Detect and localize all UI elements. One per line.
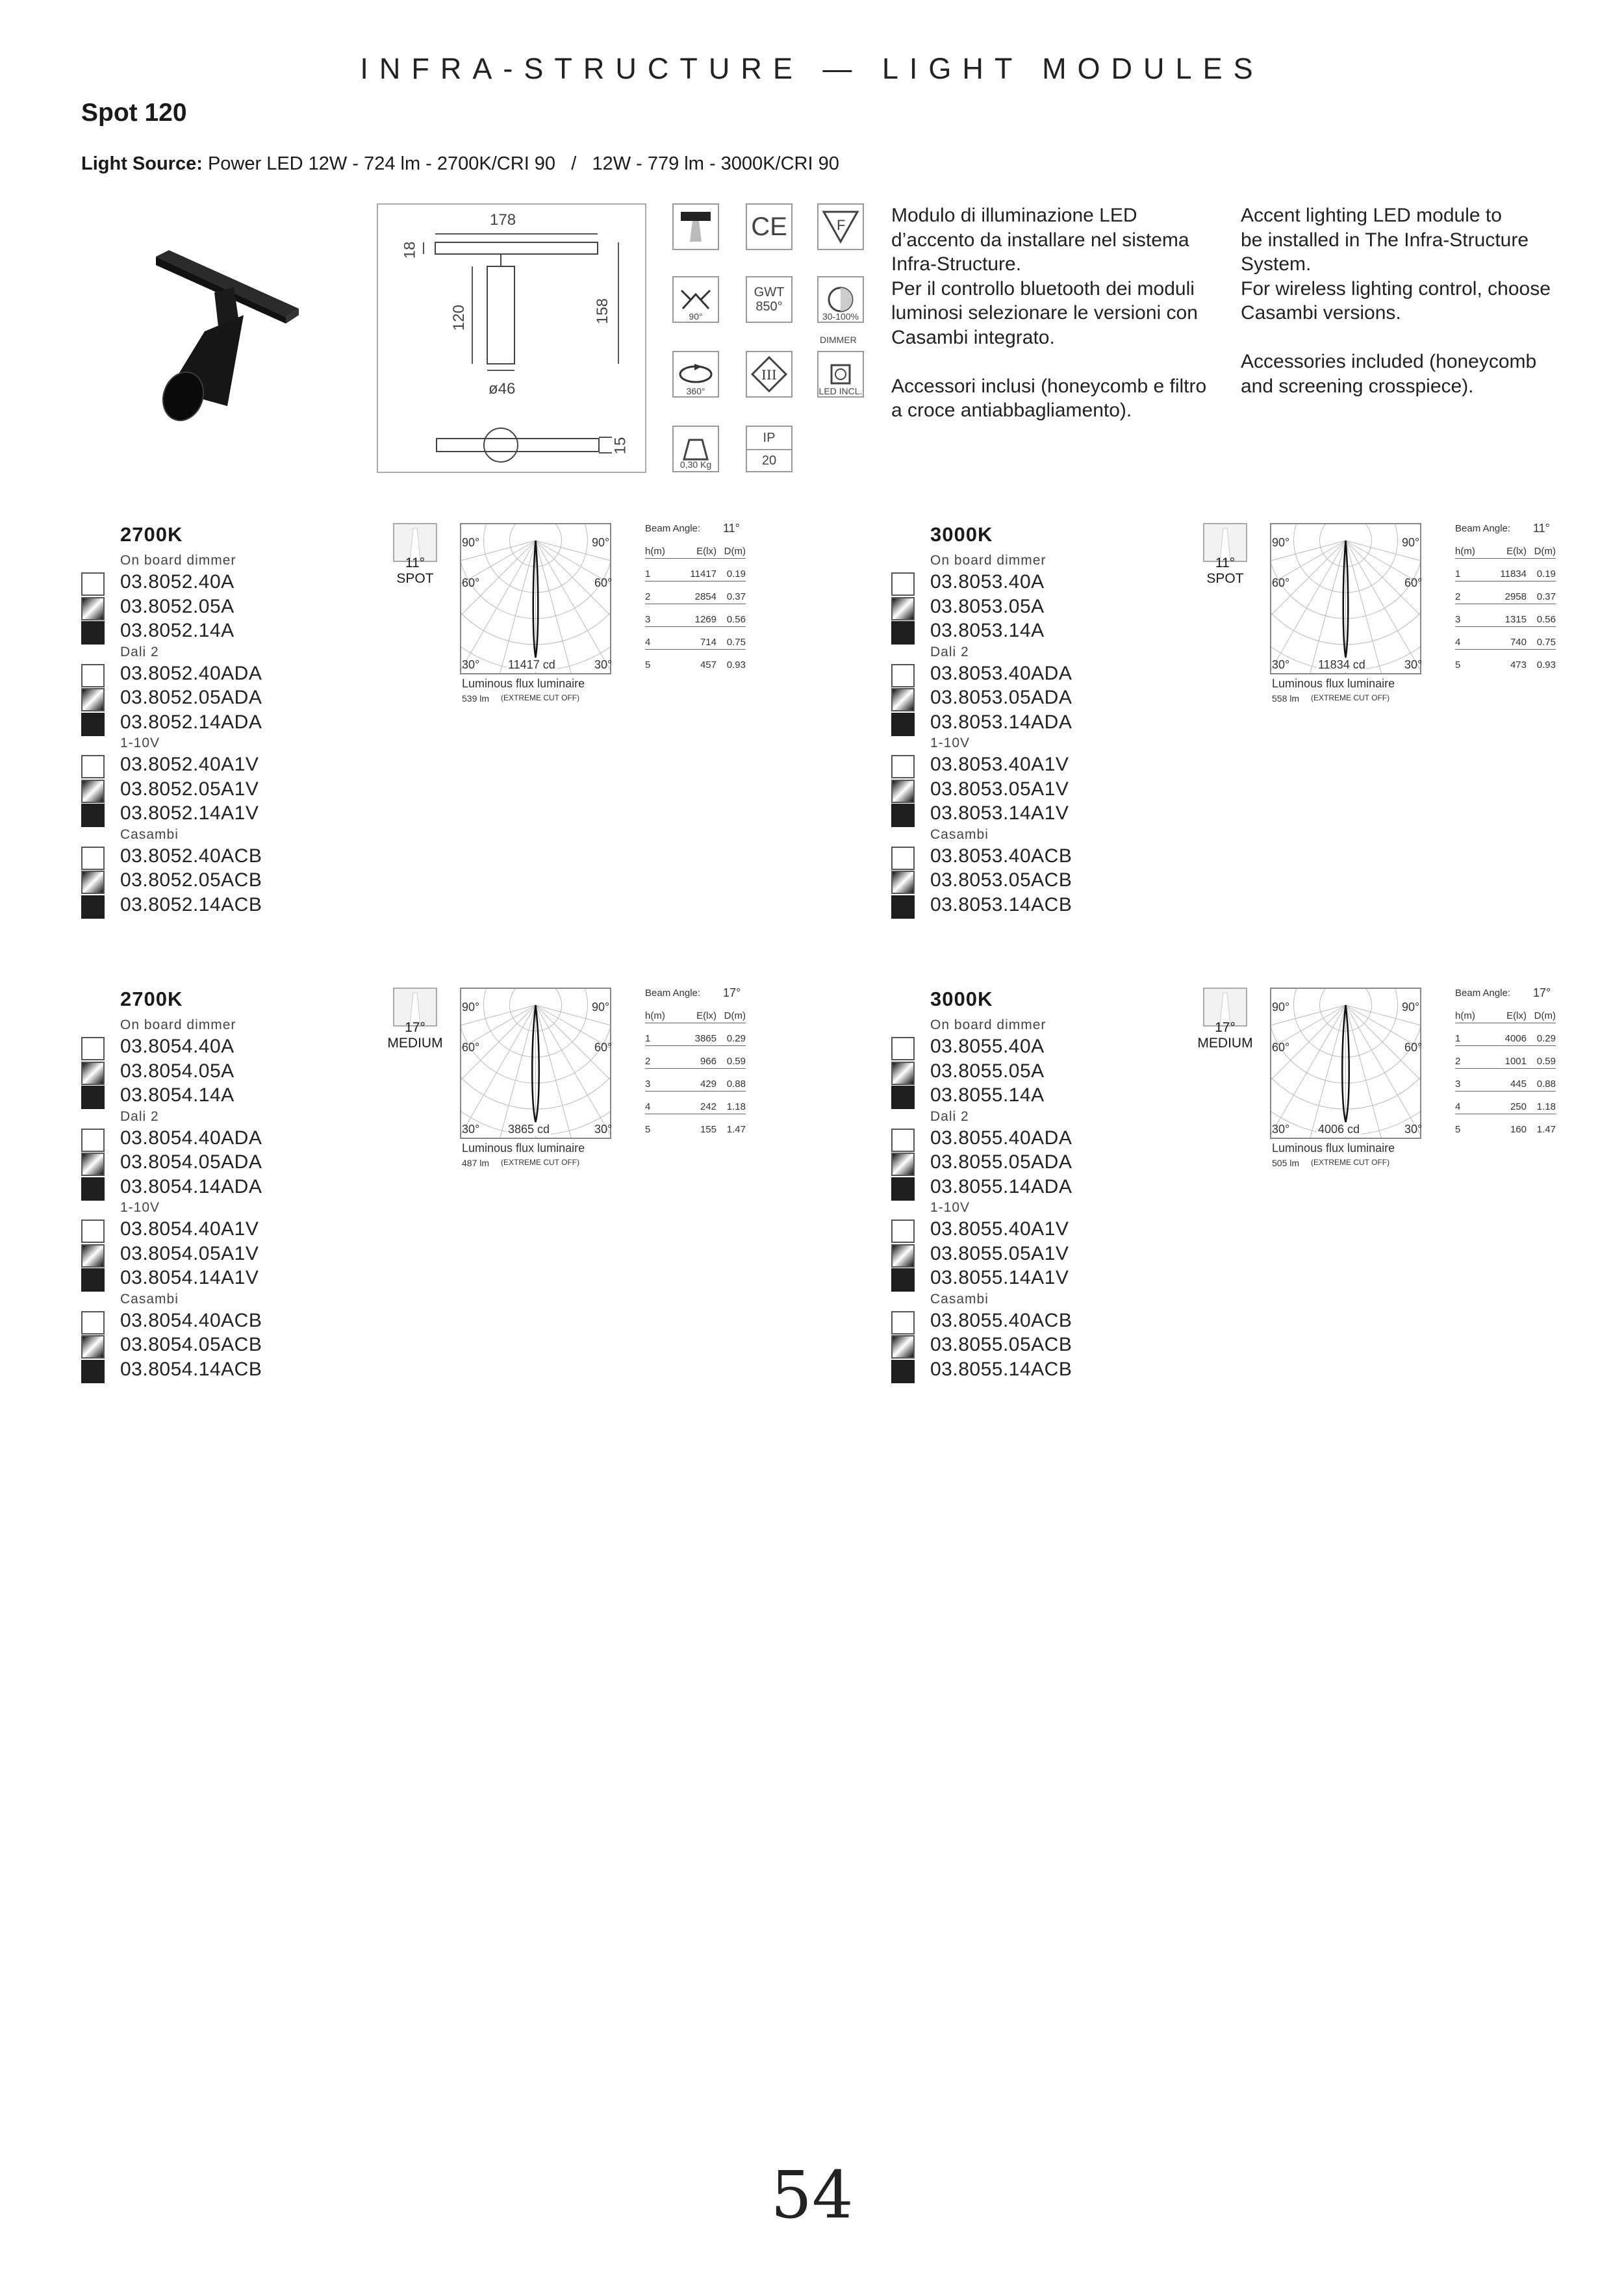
table-cell: 1 [645, 568, 668, 581]
dim-body: 120 [450, 304, 468, 331]
table-header: h(m) [1455, 1010, 1478, 1023]
beam-degree: 17° [1215, 1020, 1236, 1035]
table-cell: 1.47 [1536, 1124, 1556, 1135]
polar-angle-label: 90° [592, 536, 610, 549]
product-code: 03.8054.05A1V [120, 1242, 259, 1264]
product-code: 03.8053.14ADA [930, 711, 1072, 733]
polar-grid [461, 524, 613, 673]
dim-total: 158 [594, 298, 612, 325]
finish-swatch [891, 1268, 915, 1292]
table-cell: 4 [1455, 1101, 1478, 1114]
finish-swatch [81, 1086, 105, 1109]
product-code: 03.8055.14ADA [930, 1175, 1072, 1197]
tilt-icon [672, 276, 719, 323]
polar-diagram [460, 523, 611, 674]
ce-mark-icon: CE [746, 203, 793, 250]
page-title: INFRA-STRUCTURE — LIGHT MODULES [360, 52, 1264, 85]
polar-angle-label: 60° [594, 576, 613, 589]
product-code: 03.8055.05ACB [930, 1334, 1072, 1355]
table-header: h(m) [645, 1010, 668, 1023]
finish-swatch [891, 1335, 915, 1359]
flux-label: Luminous flux luminaire [462, 677, 585, 690]
control-group-label: Dali 2 [930, 644, 969, 659]
table-cell: 429 [668, 1079, 717, 1092]
beam-angle-value: 11° [723, 522, 740, 535]
control-group-label: Casambi [120, 1291, 179, 1307]
table-cell: 0.59 [1527, 1056, 1556, 1069]
finish-swatch [81, 1220, 105, 1243]
product-code: 03.8055.05A [930, 1060, 1045, 1082]
polar-angle-label: 30° [594, 658, 613, 671]
table-cell: 0.75 [717, 637, 746, 650]
dim-top: 18 [401, 241, 419, 259]
polar-diagram [460, 988, 611, 1139]
table-cell: 0.37 [717, 591, 746, 604]
table-cell: 473 [1510, 659, 1527, 671]
variant-block [81, 523, 796, 978]
class-iii-icon [746, 351, 793, 398]
control-group-label: Dali 2 [120, 1108, 159, 1124]
table-cell: 1 [1455, 1033, 1478, 1046]
finish-swatch [81, 664, 105, 687]
polar-angle-label: 60° [1404, 1041, 1423, 1054]
product-code: 03.8052.05ADA [120, 687, 262, 708]
finish-swatch [891, 713, 915, 736]
table-cell: 155 [700, 1124, 717, 1135]
product-code: 03.8052.05ACB [120, 869, 262, 891]
product-code: 03.8055.14A [930, 1084, 1045, 1106]
gwt-icon: GWT 850° [746, 276, 793, 323]
polar-grid [1271, 989, 1423, 1138]
finish-swatch [81, 713, 105, 736]
table-cell: 740 [1478, 637, 1527, 650]
finish-swatch [891, 871, 915, 894]
polar-angle-label: 30° [594, 1123, 613, 1136]
table-header: D(m) [717, 1010, 746, 1023]
color-temperature: 3000K [930, 988, 993, 1010]
variant-block [891, 523, 1606, 978]
finish-swatch [81, 1129, 105, 1152]
control-group-label: Casambi [930, 1291, 989, 1307]
polar-angle-label: 30° [462, 658, 480, 671]
product-code: 03.8054.40ADA [120, 1127, 262, 1149]
light-source-label: Light Source: [81, 153, 203, 174]
finish-swatch [81, 1037, 105, 1060]
beam-symbol-icon [672, 203, 719, 250]
color-temperature: 2700K [120, 523, 183, 546]
control-group-label: 1-10V [930, 735, 971, 750]
table-header: E(lx) [668, 1010, 717, 1023]
table-header: h(m) [1455, 546, 1478, 559]
product-code: 03.8055.40A [930, 1036, 1045, 1057]
ip-label: IP [747, 427, 791, 450]
product-code: 03.8052.40ACB [120, 845, 262, 867]
finish-swatch [891, 895, 915, 919]
color-temperature: 3000K [930, 523, 993, 546]
polar-angle-label: 60° [462, 576, 480, 589]
beam-angle-label: Beam Angle: [1455, 988, 1511, 999]
product-code: 03.8055.40A1V [930, 1218, 1069, 1240]
product-code: 03.8053.40ACB [930, 845, 1072, 867]
table-cell: 4 [645, 1101, 668, 1114]
product-code: 03.8053.05ACB [930, 869, 1072, 891]
weight-label: 0,30 Kg [679, 459, 712, 470]
beam-angle-label: Beam Angle: [645, 988, 701, 999]
table-cell: 0.19 [717, 568, 746, 581]
table-cell: 0.56 [1527, 614, 1556, 627]
table-cell: 3 [1455, 1079, 1478, 1092]
beam-degree: 11° [1215, 556, 1236, 570]
table-cell: 457 [700, 659, 717, 671]
product-code: 03.8054.05A [120, 1060, 235, 1082]
candela-value: 11834 cd [1318, 658, 1365, 671]
table-cell: 2 [1455, 591, 1478, 604]
table-cell: 445 [1478, 1079, 1527, 1092]
dimension-drawing [377, 203, 646, 473]
finish-swatch [891, 572, 915, 596]
finish-swatch [891, 1177, 915, 1201]
polar-angle-label: 30° [1404, 658, 1423, 671]
finish-swatch [891, 1086, 915, 1109]
product-code: 03.8054.05ACB [120, 1334, 262, 1355]
product-code: 03.8052.40A1V [120, 754, 259, 775]
product-code: 03.8052.05A [120, 595, 235, 617]
flux-note: (EXTREME CUT OFF) [501, 693, 580, 702]
finish-swatch [891, 664, 915, 687]
control-group-label: On board dimmer [120, 553, 236, 568]
dimmer-label: DIMMER [820, 335, 857, 345]
finish-swatch [81, 621, 105, 645]
flux-note: (EXTREME CUT OFF) [501, 1158, 580, 1167]
beam-angle-label: Beam Angle: [1455, 523, 1511, 534]
product-code: 03.8054.05ADA [120, 1151, 262, 1173]
product-code: 03.8055.40ACB [930, 1309, 1072, 1331]
finish-swatch [891, 597, 915, 620]
dim-diameter: ø46 [488, 380, 516, 398]
polar-angle-label: 90° [1402, 536, 1420, 549]
polar-angle-label: 60° [1404, 576, 1423, 589]
table-cell: 3 [645, 614, 668, 627]
product-code: 03.8054.14ACB [120, 1358, 262, 1380]
finish-swatch [81, 1268, 105, 1292]
finish-swatch [81, 597, 105, 620]
weight-icon [672, 426, 719, 472]
polar-angle-label: 90° [1402, 1001, 1420, 1014]
table-cell: 1001 [1478, 1056, 1527, 1069]
table-cell: 2 [645, 591, 668, 604]
finish-swatch [81, 1335, 105, 1359]
variant-block [891, 988, 1606, 1442]
product-code: 03.8053.05ADA [930, 687, 1072, 708]
finish-swatch [891, 688, 915, 711]
table-cell: 160 [1510, 1124, 1527, 1135]
candela-value: 4006 cd [1318, 1123, 1360, 1136]
beam-type-label: MEDIUM [387, 1036, 443, 1051]
finish-swatch [81, 755, 105, 778]
table-cell: 5 [1455, 659, 1461, 671]
finish-swatch [891, 1220, 915, 1243]
control-group-label: On board dimmer [120, 1017, 236, 1032]
polar-angle-label: 60° [594, 1041, 613, 1054]
polar-grid [1271, 524, 1423, 673]
product-code: 03.8055.14A1V [930, 1267, 1069, 1288]
polar-angle-label: 30° [462, 1123, 480, 1136]
candela-value: 11417 cd [508, 658, 555, 671]
table-cell: 2 [1455, 1056, 1478, 1069]
table-cell: 0.59 [717, 1056, 746, 1069]
finish-swatch [891, 1129, 915, 1152]
dimmer-icon [817, 276, 864, 323]
led-included-label: LED INCL. [818, 386, 863, 396]
finish-swatch [891, 1153, 915, 1176]
finish-swatch [891, 780, 915, 803]
table-cell: 1.47 [726, 1124, 746, 1135]
table-cell: 11417 [668, 568, 717, 581]
ip-rating-icon [746, 426, 793, 472]
finish-swatch [891, 1062, 915, 1085]
control-group-label: Dali 2 [120, 644, 159, 659]
product-code: 03.8052.14ADA [120, 711, 262, 733]
table-cell: 1.18 [717, 1101, 746, 1114]
product-code: 03.8053.40A [930, 571, 1045, 593]
product-code: 03.8053.40A1V [930, 754, 1069, 775]
table-header: D(m) [1527, 1010, 1556, 1023]
product-code: 03.8055.40ADA [930, 1127, 1072, 1149]
polar-angle-label: 90° [1272, 1001, 1290, 1014]
table-cell: 4 [1455, 637, 1478, 650]
finish-swatch [81, 1177, 105, 1201]
product-code: 03.8052.14A1V [120, 802, 259, 824]
flux-value: 558 lm [1272, 693, 1300, 704]
table-header: h(m) [645, 546, 668, 559]
product-code: 03.8052.05A1V [120, 778, 259, 800]
table-cell: 242 [668, 1101, 717, 1114]
finish-swatch [81, 1244, 105, 1268]
table-header: E(lx) [668, 546, 717, 559]
product-code: 03.8053.14A [930, 620, 1045, 641]
finish-swatch [891, 1360, 915, 1383]
beam-type-label: SPOT [396, 571, 434, 586]
polar-angle-label: 90° [462, 536, 480, 549]
product-code: 03.8053.05A [930, 595, 1045, 617]
control-group-label: 1-10V [930, 1200, 971, 1215]
flux-note: (EXTREME CUT OFF) [1311, 1158, 1390, 1167]
polar-grid [461, 989, 613, 1138]
candela-value: 3865 cd [508, 1123, 550, 1136]
page-number: 54 [770, 2157, 854, 2233]
led-included-icon [817, 351, 864, 398]
table-cell: 1269 [668, 614, 717, 627]
beam-type-label: SPOT [1206, 571, 1244, 586]
control-group-label: 1-10V [120, 1200, 160, 1215]
description-en: Accent lighting LED module to be installed in The Infra-Structure System. For wireless lighting control, choose Casambi versions. Accessories included (honeycomb and screening crosspiece). [1241, 205, 1551, 397]
table-cell: 0.19 [1527, 568, 1556, 581]
table-cell: 5 [1455, 1124, 1461, 1135]
finish-swatch [81, 895, 105, 919]
finish-swatch [81, 871, 105, 894]
dim-track: 15 [611, 437, 629, 455]
table-cell: 4 [645, 637, 668, 650]
f-mark-icon [817, 203, 864, 250]
beam-degree: 11° [405, 556, 425, 570]
finish-swatch [891, 1311, 915, 1335]
dimming-range-label: 30-100% [822, 311, 859, 322]
control-group-label: On board dimmer [930, 1017, 1047, 1032]
finish-swatch [81, 780, 105, 803]
finish-swatch [891, 621, 915, 645]
product-code: 03.8055.05A1V [930, 1242, 1069, 1264]
pan-rotation-label: 360° [686, 386, 705, 396]
beam-angle-value: 11° [1533, 522, 1550, 535]
product-code: 03.8052.14ACB [120, 893, 262, 915]
finish-swatch [891, 1037, 915, 1060]
finish-swatch [81, 572, 105, 596]
product-name: Spot 120 [81, 99, 187, 127]
table-cell: 966 [668, 1056, 717, 1069]
polar-angle-label: 30° [1404, 1123, 1423, 1136]
beam-degree: 17° [405, 1020, 425, 1035]
finish-swatch [81, 847, 105, 870]
table-cell: 2958 [1478, 591, 1527, 604]
table-cell: 3865 [668, 1033, 717, 1046]
finish-swatch [891, 804, 915, 827]
table-header: E(lx) [1478, 546, 1527, 559]
polar-angle-label: 60° [1272, 576, 1290, 589]
table-cell: 11834 [1478, 568, 1527, 581]
table-cell: 0.93 [726, 659, 746, 671]
finish-swatch [81, 1062, 105, 1085]
svg-text:F: F [837, 217, 846, 233]
ip-value: 20 [761, 454, 777, 468]
finish-swatch [81, 1360, 105, 1383]
table-cell: 0.88 [717, 1079, 746, 1092]
product-code: 03.8054.40A1V [120, 1218, 259, 1240]
finish-swatch [891, 755, 915, 778]
product-code: 03.8053.14ACB [930, 893, 1072, 915]
table-cell: 0.37 [1527, 591, 1556, 604]
polar-angle-label: 60° [462, 1041, 480, 1054]
light-source [81, 153, 839, 175]
control-group-label: Casambi [120, 826, 179, 842]
control-group-label: 1-10V [120, 735, 160, 750]
table-header: D(m) [1527, 546, 1556, 559]
finish-swatch [81, 688, 105, 711]
flux-note: (EXTREME CUT OFF) [1311, 693, 1390, 702]
product-code: 03.8054.14ADA [120, 1175, 262, 1197]
product-code: 03.8053.40ADA [930, 662, 1072, 684]
flux-label: Luminous flux luminaire [1272, 677, 1395, 690]
table-cell: 0.75 [1527, 637, 1556, 650]
beam-angle-label: Beam Angle: [645, 523, 701, 534]
finish-swatch [891, 847, 915, 870]
product-code: 03.8052.40ADA [120, 662, 262, 684]
polar-angle-label: 30° [1272, 1123, 1290, 1136]
table-cell: 1.18 [1527, 1101, 1556, 1114]
product-code: 03.8052.40A [120, 571, 235, 593]
table-cell: 4006 [1478, 1033, 1527, 1046]
tilt-label: 90° [689, 311, 703, 322]
table-cell: 0.29 [1527, 1033, 1556, 1046]
polar-angle-label: 30° [1272, 658, 1290, 671]
table-header: E(lx) [1478, 1010, 1527, 1023]
polar-diagram [1270, 523, 1421, 674]
finish-swatch [81, 1311, 105, 1335]
polar-angle-label: 60° [1272, 1041, 1290, 1054]
table-cell: 3 [1455, 614, 1478, 627]
pan-rotation-icon [672, 351, 719, 398]
polar-angle-label: 90° [462, 1001, 480, 1014]
table-cell: 1 [1455, 568, 1478, 581]
product-code: 03.8054.40A [120, 1036, 235, 1057]
flux-value: 539 lm [462, 693, 490, 704]
product-code: 03.8052.14A [120, 620, 235, 641]
dim-width: 178 [490, 211, 516, 229]
svg-text:III: III [761, 367, 777, 383]
table-cell: 1 [645, 1033, 668, 1046]
table-cell: 2 [645, 1056, 668, 1069]
flux-label: Luminous flux luminaire [462, 1142, 585, 1155]
description-it: Modulo di illuminazione LED d’accento da installare nel sistema Infra-Structure. Per il controllo bluetooth dei moduli luminosi selezionare le versioni con Casambi integrato. Accessori inclusi (honeycomb e filtro a croce antiabbagliamento). [891, 205, 1207, 421]
beam-angle-value: 17° [1533, 986, 1551, 999]
control-group-label: Casambi [930, 826, 989, 842]
flux-label: Luminous flux luminaire [1272, 1142, 1395, 1155]
beam-type-label: MEDIUM [1197, 1036, 1253, 1051]
control-group-label: Dali 2 [930, 1108, 969, 1124]
table-cell: 1315 [1478, 614, 1527, 627]
table-header: D(m) [717, 546, 746, 559]
polar-diagram [1270, 988, 1421, 1139]
product-code: 03.8054.14A1V [120, 1267, 259, 1288]
table-cell: 250 [1478, 1101, 1527, 1114]
polar-angle-label: 90° [1272, 536, 1290, 549]
control-group-label: On board dimmer [930, 553, 1047, 568]
flux-value: 505 lm [1272, 1158, 1300, 1168]
finish-swatch [891, 1244, 915, 1268]
table-cell: 3 [645, 1079, 668, 1092]
product-code: 03.8055.05ADA [930, 1151, 1072, 1173]
beam-angle-value: 17° [723, 986, 741, 999]
table-cell: 2854 [668, 591, 717, 604]
product-code: 03.8055.14ACB [930, 1358, 1072, 1380]
product-code: 03.8054.40ACB [120, 1309, 262, 1331]
table-cell: 0.56 [717, 614, 746, 627]
flux-value: 487 lm [462, 1158, 490, 1168]
table-cell: 0.88 [1527, 1079, 1556, 1092]
light-source-value: Power LED 12W - 724 lm - 2700K/CRI 90 / 12W - 779 lm - 3000K/CRI 90 [202, 153, 839, 174]
table-cell: 5 [645, 659, 651, 671]
finish-swatch [81, 804, 105, 827]
finish-swatch [81, 1153, 105, 1176]
product-code: 03.8053.14A1V [930, 802, 1069, 824]
table-cell: 0.29 [717, 1033, 746, 1046]
table-cell: 714 [668, 637, 717, 650]
variant-block [81, 988, 796, 1442]
product-code: 03.8054.14A [120, 1084, 235, 1106]
table-cell: 5 [645, 1124, 651, 1135]
polar-angle-label: 90° [592, 1001, 610, 1014]
table-cell: 0.93 [1536, 659, 1556, 671]
product-code: 03.8053.05A1V [930, 778, 1069, 800]
color-temperature: 2700K [120, 988, 183, 1010]
product-photo [143, 240, 312, 429]
